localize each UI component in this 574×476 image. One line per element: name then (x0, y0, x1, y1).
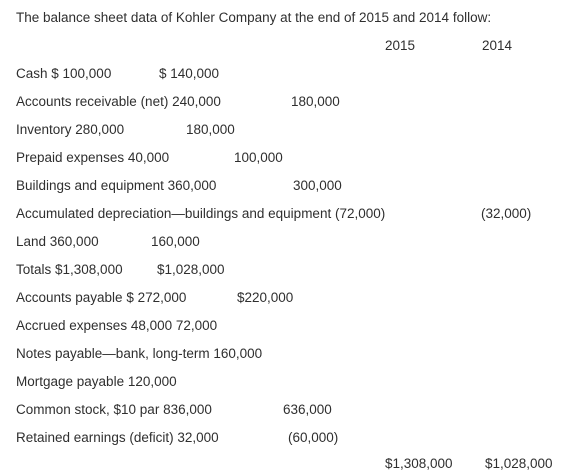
final-total-2014: $1,028,000 (485, 456, 553, 471)
row-accounts-payable-label: Accounts payable $ 272,000 (16, 290, 187, 305)
row-land-value: 160,000 (151, 234, 200, 249)
row-notes-payable-label: Notes payable—bank, long-term 160,000 (16, 346, 263, 361)
row-cash-value: $ 140,000 (159, 66, 220, 81)
row-common-stock-label: Common stock, $10 par 836,000 (16, 402, 212, 417)
row-land-label: Land 360,000 (16, 234, 99, 249)
row-retained-earnings-value: (60,000) (288, 430, 339, 445)
row-accrued-expenses-label: Accrued expenses 48,000 72,000 (16, 318, 218, 333)
row-common-stock-value: 636,000 (283, 402, 332, 417)
row-prepaid-expenses-value: 100,000 (234, 150, 283, 165)
row-retained-earnings-label: Retained earnings (deficit) 32,000 (16, 430, 219, 445)
row-inventory-label: Inventory 280,000 (16, 122, 125, 137)
row-buildings-equipment-value: 300,000 (293, 178, 342, 193)
row-cash-label: Cash $ 100,000 (16, 66, 112, 81)
year-header-2015: 2015 (385, 38, 416, 53)
row-accumulated-depreciation-label: Accumulated depreciation—buildings and equipment (72,000) (16, 206, 386, 221)
row-accounts-payable-value: $220,000 (237, 290, 294, 305)
row-mortgage-payable-label: Mortgage payable 120,000 (16, 374, 177, 389)
row-accounts-receivable-value: 180,000 (291, 94, 340, 109)
year-header-2014: 2014 (482, 38, 513, 53)
row-buildings-equipment-label: Buildings and equipment 360,000 (16, 178, 217, 193)
intro-text: The balance sheet data of Kohler Company at the end of 2015 and 2014 follow: (16, 10, 492, 25)
row-inventory-value: 180,000 (186, 122, 235, 137)
row-accounts-receivable-label: Accounts receivable (net) 240,000 (16, 94, 221, 109)
final-total-2015: $1,308,000 (385, 456, 453, 471)
row-accumulated-depreciation-value: (32,000) (481, 206, 532, 221)
row-totals-value: $1,028,000 (157, 262, 225, 277)
row-totals-label: Totals $1,308,000 (16, 262, 123, 277)
row-prepaid-expenses-label: Prepaid expenses 40,000 (16, 150, 170, 165)
